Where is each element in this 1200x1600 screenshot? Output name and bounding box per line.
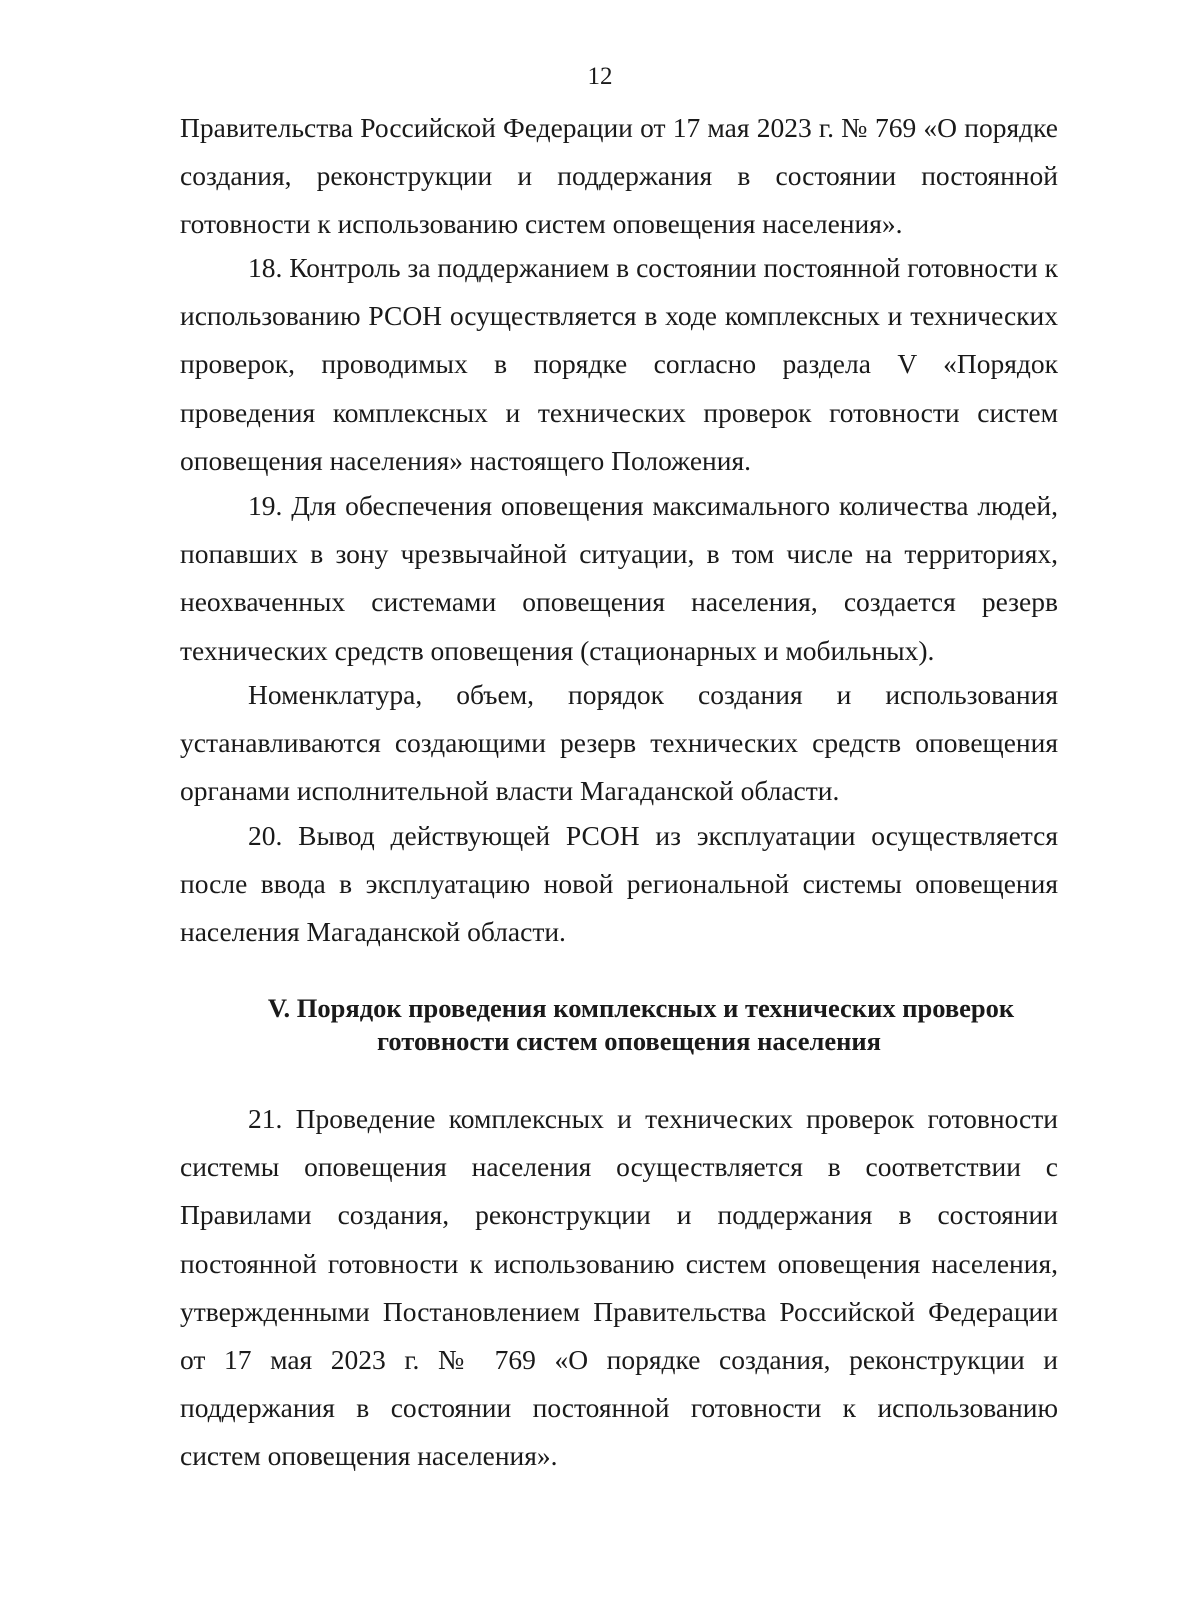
section-heading-line-1: V. Порядок проведения комплексных и технических проверок <box>267 993 1015 1023</box>
paragraph-20: 20. Вывод действующей РСОН из эксплуатации осуществляется после ввода в эксплуатацию новой региональной системы оповещения населения Магаданской области. <box>180 820 1058 948</box>
section-heading <box>180 992 1058 1058</box>
paragraph-continuation: Правительства Российской Федерации от 17 мая 2023 г. № 769 «О порядке создания, реконструкции и поддержания в состоянии постоянной готовности к использованию систем оповещения населения». <box>180 112 1058 240</box>
paragraph-19: 19. Для обеспечения оповещения максимального количества людей, попавших в зону чрезвычайной ситуации, в том числе на территориях, неохваченных системами оповещения населения, создается резерв технических средств оповещения (стационарных и мобильных). <box>180 490 1058 666</box>
paragraph-nomenclature: Номенклатура, объем, порядок создания и использования устанавливаются создающими резерв технических средств оповещения органами исполнительной власти Магаданской области. <box>180 679 1058 807</box>
section-heading-line-2: готовности систем оповещения населения <box>377 1026 881 1056</box>
paragraph-21: 21. Проведение комплексных и технических проверок готовности системы оповещения населения осуществляется в соответствии с Правилами создания, реконструкции и поддержания в состоянии постоянной готовности к использованию систем оповещения населения, утвержденными Постановлением Правительства Российской Федерации от 17 мая 2023 г. № 769 «О порядке создания, реконструкции и поддержания в состоянии постоянной готовности к использованию систем оповещения населения». <box>180 1103 1058 1472</box>
paragraph-18: 18. Контроль за поддержанием в состоянии постоянной готовности к использованию РСОН осуществляется в ходе комплексных и технических проверок, проводимых в порядке согласно раздела V «Порядок проведения комплексных и технических проверок готовности систем оповещения населения» настоящего Положения. <box>180 252 1058 476</box>
page-number: 12 <box>587 63 613 90</box>
